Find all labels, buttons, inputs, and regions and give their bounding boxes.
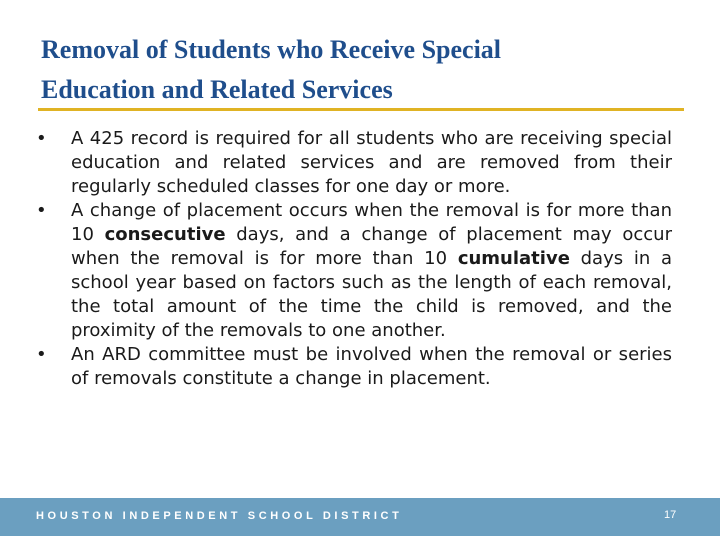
bold-consecutive: consecutive	[104, 224, 226, 245]
slide-title	[41, 30, 681, 110]
bullet-marker: •	[36, 128, 47, 149]
footer-bar	[0, 498, 720, 536]
slide-title-line-1: Removal of Students who Receive Special	[41, 35, 502, 64]
bullet-item-2	[36, 199, 672, 343]
bullet-item-1	[36, 127, 672, 199]
bullet-text-2b: days, and a change of placement may occur when the removal is for more than 10	[71, 224, 672, 269]
bullet-text-2c: days in a school year based on factors such as the length of each removal, the total amount of the time the child is removed, and the proximity of the removals to one another.	[71, 248, 672, 341]
bullet-item-3	[36, 343, 672, 391]
title-divider	[38, 108, 684, 111]
bullet-text-2a: A change of placement occurs when the removal is for more than 10	[71, 200, 672, 245]
footer-org-name: HOUSTON INDEPENDENT SCHOOL DISTRICT	[36, 510, 403, 522]
page-number: 17	[664, 509, 677, 521]
bullet-text-1: A 425 record is required for all students who are receiving special education and related services and are removed from their regularly scheduled classes for one day or more.	[71, 128, 672, 197]
bullet-marker: •	[36, 200, 47, 221]
bullet-list	[36, 127, 672, 391]
bullet-text-3: An ARD committee must be involved when the removal or series of removals constitute a change in placement.	[71, 344, 672, 389]
slide-title-line-2: Education and Related Services	[41, 75, 393, 104]
bullet-marker: •	[36, 344, 47, 365]
bold-cumulative: cumulative	[457, 248, 570, 269]
